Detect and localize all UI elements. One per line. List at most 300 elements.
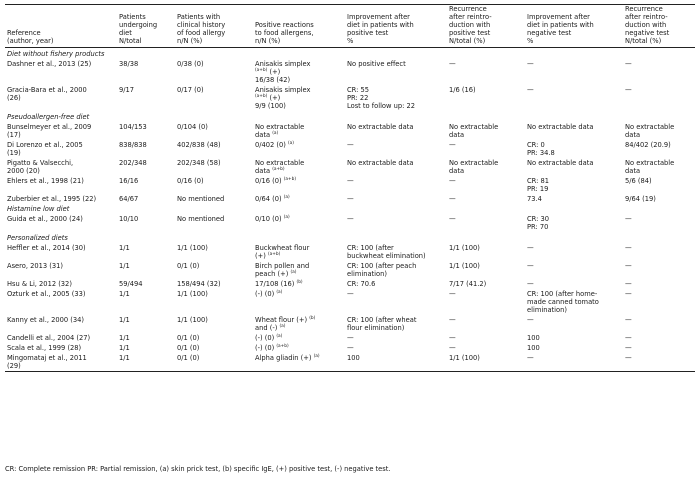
cell-text: No positive effect xyxy=(347,59,406,68)
cell-text: Anisakis simplex xyxy=(255,85,311,94)
cell-text: 84/402 (20.9) xyxy=(625,140,671,149)
cell-text: Guida et al., 2000 (24) xyxy=(7,215,83,224)
section-title: Pseudoallergen-free diet xyxy=(7,112,90,121)
table-cell xyxy=(117,279,175,289)
cell-test-marker: (a+b) xyxy=(255,93,268,99)
table-cell xyxy=(117,157,175,175)
table-cell xyxy=(447,157,525,175)
table-cell xyxy=(525,279,623,289)
cell-text: 1/1 xyxy=(119,243,130,252)
cell-text: 0/16 (0) xyxy=(255,176,284,185)
cell-test-marker: (a) xyxy=(279,323,286,329)
table-cell xyxy=(253,59,345,85)
cell-text: Pigatto & Valsecchi, 2000 (20) xyxy=(7,158,74,175)
cell-text: — xyxy=(449,333,456,342)
cell-text: 7/17 (41.2) xyxy=(449,279,487,288)
table-cell xyxy=(525,261,623,279)
cell-text: 1/1 xyxy=(119,261,130,270)
cell-text: 1/6 (16) xyxy=(449,85,476,94)
cell-text: 9/17 xyxy=(119,85,135,94)
table-row xyxy=(5,279,695,289)
table-cell xyxy=(175,139,253,157)
table-cell xyxy=(623,243,695,261)
cell-text: — xyxy=(625,85,632,94)
cell-text: Ehlers et al., 1998 (21) xyxy=(7,176,84,185)
table-row xyxy=(5,243,695,261)
table-cell xyxy=(117,353,175,371)
cell-text: — xyxy=(625,343,632,352)
cell-text: Alpha gliadin (+) xyxy=(255,353,314,362)
cell-text: 402/838 (48) xyxy=(177,140,221,149)
cell-text: 5/6 (84) xyxy=(625,176,652,185)
table-row xyxy=(5,261,695,279)
cell-text: Dashner et al., 2013 (25) xyxy=(7,59,92,68)
table-cell xyxy=(345,289,447,315)
cell-text: — xyxy=(527,243,534,252)
table-cell xyxy=(175,333,253,343)
cell-test-marker: (a) xyxy=(290,269,297,275)
cell-text: No extractable data xyxy=(527,158,594,167)
cell-text: 1/1 xyxy=(119,289,130,298)
table-cell xyxy=(253,193,345,203)
cell-test-marker: (a) xyxy=(276,289,283,295)
cell-text: Gracia-Bara et al., 2000 (26) xyxy=(7,85,87,102)
table-cell xyxy=(345,353,447,371)
table-cell xyxy=(253,157,345,175)
column-header xyxy=(623,5,695,48)
table-cell xyxy=(447,289,525,315)
table-cell xyxy=(117,175,175,193)
cell-text: Anisakis simplex xyxy=(255,59,311,68)
column-header xyxy=(117,5,175,48)
cell-text: 0/17 (0) xyxy=(177,85,204,94)
cell-text: 1/1 xyxy=(119,353,130,362)
table-cell xyxy=(175,289,253,315)
cell-text: 64/67 xyxy=(119,194,139,203)
cell-test-marker: (a) xyxy=(288,140,294,146)
table-cell xyxy=(447,353,525,371)
table-cell xyxy=(623,193,695,203)
table-cell xyxy=(175,343,253,353)
cell-text: CR: 55 PR: 22 Lost to follow up: 22 xyxy=(347,85,415,110)
table-cell xyxy=(175,59,253,85)
table-cell xyxy=(525,333,623,343)
cell-text: Hsu & Li, 2012 (32) xyxy=(7,279,72,288)
table-cell xyxy=(623,333,695,343)
table-cell xyxy=(5,157,117,175)
section-row xyxy=(5,48,695,59)
table-cell xyxy=(623,279,695,289)
table-cell xyxy=(117,121,175,139)
cell-text: CR: 81 PR: 19 xyxy=(527,176,549,193)
table-cell xyxy=(623,289,695,315)
table-cell xyxy=(253,214,345,232)
cell-text: CR: 100 (after buckwheat elimination) xyxy=(347,243,426,260)
table-cell xyxy=(175,193,253,203)
cell-text: 1/1 (100) xyxy=(177,315,208,324)
table-cell xyxy=(5,139,117,157)
cell-text: — xyxy=(527,85,534,94)
column-header xyxy=(253,5,345,48)
cell-text: No extractable data xyxy=(347,158,414,167)
table-cell xyxy=(117,261,175,279)
section-row xyxy=(5,232,695,243)
cell-text: Candelli et al., 2004 (27) xyxy=(7,333,91,342)
table-cell xyxy=(117,315,175,333)
table-cell xyxy=(345,243,447,261)
table-cell xyxy=(525,121,623,139)
cell-text: — xyxy=(449,343,456,352)
cell-text: 0/64 (0) xyxy=(255,194,284,203)
table-cell xyxy=(117,333,175,343)
table-cell xyxy=(5,343,117,353)
table-cell xyxy=(623,353,695,371)
table-cell xyxy=(447,175,525,193)
section-title: Personalized diets xyxy=(7,233,68,242)
cell-test-marker: (a) xyxy=(283,215,290,221)
cell-text: 0/1 (0) xyxy=(177,261,200,270)
table-row xyxy=(5,214,695,232)
table-cell xyxy=(447,193,525,203)
table-cell xyxy=(345,333,447,343)
cell-text: — xyxy=(449,140,456,149)
cell-test-marker: (a+b) xyxy=(272,166,285,172)
table-row xyxy=(5,343,695,353)
table-cell xyxy=(345,261,447,279)
section-title: Diet without fishery products xyxy=(7,50,105,58)
table-row xyxy=(5,175,695,193)
table-cell xyxy=(117,214,175,232)
cell-text: Ozturk et al., 2005 (33) xyxy=(7,289,86,298)
cell-text: — xyxy=(449,176,456,185)
cell-text: 100 xyxy=(527,333,540,342)
cell-text: — xyxy=(347,215,354,224)
section-row xyxy=(5,111,695,122)
table-cell xyxy=(5,59,117,85)
cell-test-marker: (a+b) xyxy=(276,343,289,349)
cell-text: 1/1 (100) xyxy=(177,289,208,298)
cell-test-marker: (a) xyxy=(283,194,290,200)
cell-test-marker: (b) xyxy=(309,315,316,321)
header-row xyxy=(5,5,695,48)
cell-text: 0/1 (0) xyxy=(177,353,200,362)
table-cell xyxy=(623,343,695,353)
table-cell xyxy=(447,279,525,289)
column-header-label: Patients with clinical history of food allergy n/N (%) xyxy=(177,13,226,45)
cell-text: CR: 70.6 xyxy=(347,279,376,288)
section-row xyxy=(5,203,695,214)
table-cell xyxy=(117,343,175,353)
cell-text: — xyxy=(625,333,632,342)
cell-text: — xyxy=(347,343,354,352)
table-cell xyxy=(5,279,117,289)
table-cell xyxy=(345,193,447,203)
table-cell xyxy=(345,214,447,232)
table-cell xyxy=(253,353,345,371)
column-header-label: Patients undergoing diet N/total xyxy=(119,13,158,45)
cell-text: 202/348 (58) xyxy=(177,158,221,167)
cell-text: 9/64 (19) xyxy=(625,194,656,203)
table-cell xyxy=(175,85,253,111)
column-header xyxy=(525,5,623,48)
table-row xyxy=(5,139,695,157)
cell-text: — xyxy=(625,353,632,362)
table-cell xyxy=(175,121,253,139)
cell-text: 17/108 (16) xyxy=(255,279,297,288)
column-header-label: Recurrence after reintro- duction with positive test N/total (%) xyxy=(449,5,492,45)
cell-test-marker: (b) xyxy=(296,279,303,285)
table-cell xyxy=(525,157,623,175)
cell-text: 1/1 (100) xyxy=(449,261,480,270)
cell-text: Wheat flour (+) xyxy=(255,315,310,324)
cell-text: No extractable data xyxy=(449,158,499,175)
table-cell xyxy=(117,85,175,111)
table-cell xyxy=(253,243,345,261)
table-cell xyxy=(525,243,623,261)
table-cell xyxy=(253,85,345,111)
cell-text: Birch pollen and peach (+) xyxy=(255,261,310,278)
table-cell xyxy=(5,121,117,139)
table-cell xyxy=(345,157,447,175)
table-cell xyxy=(253,175,345,193)
table-cell xyxy=(175,353,253,371)
table-cell xyxy=(175,315,253,333)
cell-text: 0/38 (0) xyxy=(177,59,204,68)
cell-text: 100 xyxy=(527,343,540,352)
table-header xyxy=(5,5,695,48)
table-cell xyxy=(175,214,253,232)
table-cell xyxy=(5,353,117,371)
table-cell xyxy=(345,59,447,85)
column-header-label: Recurrence after reintro- duction with negative test N/total (%) xyxy=(625,5,670,45)
table-cell xyxy=(447,315,525,333)
cell-text: (-) (0) xyxy=(255,343,277,352)
cell-text: Buckwheat flour (+) xyxy=(255,243,310,260)
cell-text: — xyxy=(449,59,456,68)
cell-test-marker: (a) xyxy=(272,130,279,136)
cell-text-continued: (+) 9/9 (100) xyxy=(255,93,286,110)
cell-text: 1/1 (100) xyxy=(449,243,480,252)
table-cell xyxy=(525,353,623,371)
table-cell xyxy=(345,139,447,157)
cell-test-marker: (a+b) xyxy=(283,176,297,182)
cell-text: 1/1 (100) xyxy=(177,243,208,252)
table-cell xyxy=(5,193,117,203)
table-cell xyxy=(525,214,623,232)
cell-text: (-) (0) xyxy=(255,333,277,342)
cell-text: — xyxy=(625,261,632,270)
cell-test-marker: (a) xyxy=(313,353,320,359)
column-header xyxy=(5,5,117,48)
column-header xyxy=(345,5,447,48)
cell-text: — xyxy=(347,140,354,149)
cell-text-continued: (+) 16/38 (42) xyxy=(255,67,291,84)
table-cell xyxy=(447,343,525,353)
column-header-label: Positive reactions to food allergens, n/N (%) xyxy=(255,21,314,45)
table-cell xyxy=(175,157,253,175)
cell-text: CR: 30 PR: 70 xyxy=(527,215,549,232)
cell-text: (-) (0) xyxy=(255,289,277,298)
cell-text: Zuberbier et al., 1995 (22) xyxy=(7,194,97,203)
table-cell xyxy=(117,193,175,203)
cell-text: CR: 100 (after home- made canned tomato elimination) xyxy=(527,289,599,314)
cell-text: Asero, 2013 (31) xyxy=(7,261,63,270)
cell-text: CR: 0 PR: 34.8 xyxy=(527,140,555,157)
table-cell xyxy=(525,343,623,353)
table-cell xyxy=(5,261,117,279)
cell-text: 0/10 (0) xyxy=(255,215,284,224)
table-cell xyxy=(447,121,525,139)
table-cell xyxy=(253,315,345,333)
table-cell xyxy=(447,85,525,111)
table-cell xyxy=(447,59,525,85)
cell-text: 104/153 xyxy=(119,122,147,131)
cell-text: No extractable data xyxy=(347,122,414,131)
table-cell xyxy=(345,343,447,353)
cell-text: 1/1 xyxy=(119,343,130,352)
table-row xyxy=(5,289,695,315)
table-cell xyxy=(447,214,525,232)
cell-text: — xyxy=(625,289,632,298)
cell-text: 38/38 xyxy=(119,59,139,68)
cell-text: No extractable data xyxy=(625,122,675,139)
cell-text: — xyxy=(527,279,534,288)
cell-text: Kanny et al., 2000 (34) xyxy=(7,315,84,324)
table-cell xyxy=(525,193,623,203)
cell-text: — xyxy=(527,315,534,324)
cell-text: — xyxy=(347,289,354,298)
column-header xyxy=(175,5,253,48)
table-cell xyxy=(345,85,447,111)
cell-text: Scala et al., 1999 (28) xyxy=(7,343,82,352)
cell-text: 73.4 xyxy=(527,194,542,203)
cell-test-marker: (a+b) xyxy=(267,251,281,257)
table-cell xyxy=(253,261,345,279)
table-cell xyxy=(175,175,253,193)
table-cell xyxy=(253,279,345,289)
cell-text: 0/1 (0) xyxy=(177,333,200,342)
cell-text: 16/16 xyxy=(119,176,139,185)
table-row xyxy=(5,193,695,203)
table-cell xyxy=(623,59,695,85)
cell-text: 10/10 xyxy=(119,215,139,224)
table-cell xyxy=(175,279,253,289)
cell-test-marker: (a+b) xyxy=(255,67,268,73)
cell-text: No extractable data xyxy=(625,158,675,175)
section-title: Histamine low diet xyxy=(7,205,70,214)
cell-text: — xyxy=(527,261,534,270)
table-cell xyxy=(5,333,117,343)
table-cell xyxy=(525,289,623,315)
table-cell xyxy=(253,333,345,343)
table-cell xyxy=(117,139,175,157)
table-cell xyxy=(253,139,345,157)
cell-text: 59/494 xyxy=(119,279,143,288)
cell-text: 0/1 (0) xyxy=(177,343,200,352)
table-cell xyxy=(253,289,345,315)
table-cell xyxy=(253,343,345,353)
cell-text: — xyxy=(625,315,632,324)
table-cell xyxy=(117,289,175,315)
cell-text: 158/494 (32) xyxy=(177,279,221,288)
table-cell xyxy=(345,315,447,333)
cell-text: 838/838 xyxy=(119,140,147,149)
table-cell xyxy=(5,315,117,333)
table-cell xyxy=(623,85,695,111)
table-body xyxy=(5,48,695,372)
table-row xyxy=(5,121,695,139)
table-cell xyxy=(345,121,447,139)
table-cell xyxy=(623,139,695,157)
table-cell xyxy=(525,59,623,85)
table-row xyxy=(5,353,695,371)
cell-text: — xyxy=(347,176,354,185)
column-header-label: Reference (author, year) xyxy=(7,29,54,45)
table-cell xyxy=(447,333,525,343)
table-cell xyxy=(175,243,253,261)
table-row xyxy=(5,315,695,333)
cell-text: No extractable data xyxy=(527,122,594,131)
cell-text: Mingomataj et al., 2011 (29) xyxy=(7,353,87,370)
table-cell xyxy=(447,243,525,261)
cell-text: 0/16 (0) xyxy=(177,176,204,185)
cell-text: — xyxy=(347,333,354,342)
table-cell xyxy=(5,175,117,193)
table-cell xyxy=(447,261,525,279)
cell-text: — xyxy=(625,243,632,252)
cell-text: — xyxy=(527,353,534,362)
table-cell xyxy=(525,85,623,111)
column-header-label: Improvement after diet in patients with negative test % xyxy=(527,13,594,45)
column-header-label: Improvement after diet in patients with positive test % xyxy=(347,13,414,45)
table-cell xyxy=(5,289,117,315)
cell-text: 1/1 (100) xyxy=(449,353,480,362)
table-cell xyxy=(447,139,525,157)
cell-text: 100 xyxy=(347,353,360,362)
cell-text: — xyxy=(625,59,632,68)
cell-text: — xyxy=(449,315,456,324)
table-cell xyxy=(5,214,117,232)
table-cell xyxy=(175,261,253,279)
cell-text: — xyxy=(449,215,456,224)
table-cell xyxy=(117,243,175,261)
cell-text: 0/104 (0) xyxy=(177,122,208,131)
cell-text: No mentioned xyxy=(177,194,225,203)
table-cell xyxy=(345,279,447,289)
cell-text: — xyxy=(625,215,632,224)
cell-text: No extractable data xyxy=(255,158,305,175)
cell-text: — xyxy=(449,289,456,298)
cell-text: — xyxy=(625,279,632,288)
table-cell xyxy=(117,59,175,85)
table-cell xyxy=(525,139,623,157)
cell-text: No mentioned xyxy=(177,215,225,224)
table-cell xyxy=(623,157,695,175)
cell-text: CR: 100 (after wheat flour elimination) xyxy=(347,315,417,332)
table-cell xyxy=(623,121,695,139)
table-cell xyxy=(623,175,695,193)
table-cell xyxy=(253,121,345,139)
table-cell xyxy=(623,315,695,333)
cell-text-continued: and (-) xyxy=(255,323,278,332)
cell-text: Bunselmeyer et al., 2009 (17) xyxy=(7,122,92,139)
cell-text: Di Lorenzo et al., 2005 (19) xyxy=(7,140,83,157)
cell-text: No extractable data xyxy=(449,122,499,139)
cell-text: — xyxy=(449,194,456,203)
table-row xyxy=(5,59,695,85)
cell-text: 1/1 xyxy=(119,333,130,342)
cell-text: Heffler et al., 2014 (30) xyxy=(7,243,86,252)
